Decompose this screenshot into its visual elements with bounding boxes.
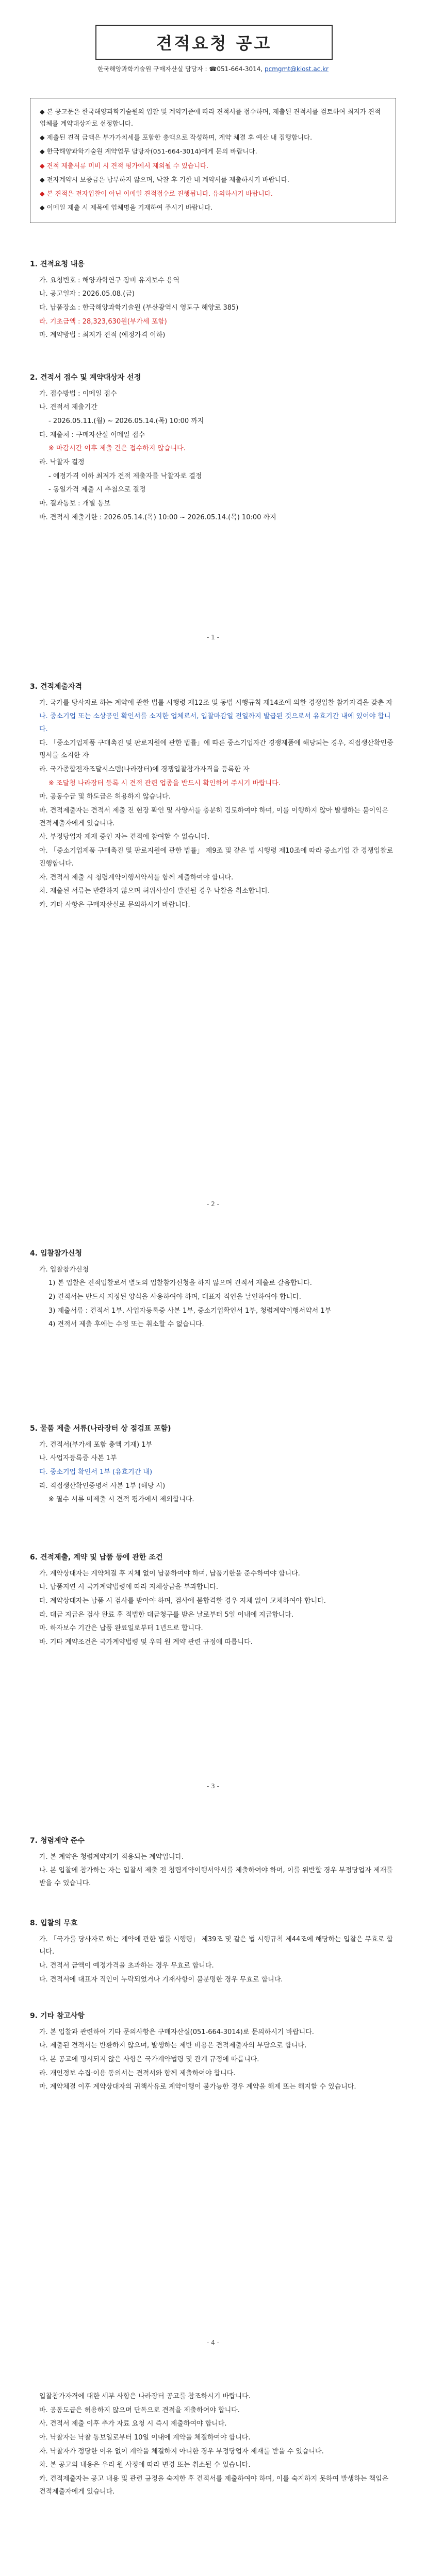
- section-line: 마. 계약체결 이후 계약상대자의 귀책사유로 계약이행이 불가능한 경우 계약을 해제 또는 해지할 수 있습니다.: [39, 2083, 356, 2091]
- section-line: 바. 기타 계약조건은 국가계약법령 및 우리 원 계약 관련 규정에 따릅니다.: [39, 1638, 253, 1647]
- page-number: - 3 -: [207, 1783, 219, 1790]
- section-line: 사. 부정당업자 제재 중인 자는 견적에 참여할 수 없습니다.: [39, 833, 210, 841]
- section-line: 아. 「중소기업제품 구매촉진 및 판로지원에 관한 법률」 제9조 및 같은 법 시행령 제10조에 따라 중소기업 간 경쟁입찰로 진행합니다.: [39, 847, 394, 868]
- section-line: 라. 개인정보 수집·이용 동의서는 견적서와 함께 제출하여야 합니다.: [39, 2069, 236, 2077]
- section-line: 라. 직접생산확인증명서 사본 1부 (해당 시): [39, 1482, 166, 1490]
- page-number: - 1 -: [207, 634, 219, 641]
- section-line-highlight: ※ 마감시간 이후 제출 건은 접수하지 않습니다.: [48, 445, 186, 453]
- section-line: 라. 국가종합전자조달시스템(나라장터)에 경쟁입찰참가자격을 등록한 자: [39, 766, 250, 774]
- notice-line: ◆ 제출된 견적 금액은 부가가치세를 포함한 총액으로 작성하며, 계약 체결 후 예산 내 집행합니다.: [40, 133, 313, 142]
- section-line: 입찰참가자격에 대한 세부 사항은 나라장터 공고를 참조하시기 바랍니다.: [39, 2393, 251, 2400]
- section-heading: 5. 물품 제출 서류(나라장터 상 점검표 포함): [30, 1425, 171, 1433]
- section-line: 아. 낙찰자는 낙찰 통보일로부터 10일 이내에 계약을 체결하여야 합니다.: [39, 2434, 251, 2442]
- notice-warning: ◆ 본 견적은 전자입찰이 아닌 이메일 견적접수로 진행됩니다. 유의하시기 바랍니다.: [40, 189, 273, 197]
- section-invalid: [30, 1917, 396, 1987]
- section-line: 자. 낙찰자가 정당한 이유 없이 계약을 체결하지 아니한 경우 부정당업자 제재를 받을 수 있습니다.: [39, 2447, 324, 2455]
- section-line: 가. 입찰참가신청: [39, 1265, 89, 1274]
- section-heading: 9. 기타 참고사항: [30, 2012, 85, 2020]
- section-line: 차. 본 공고의 내용은 우리 원 사정에 따라 변경 또는 취소될 수 있습니다.: [39, 2461, 251, 2469]
- section-line: 나. 제출된 견적서는 반환하지 않으며, 발생하는 제반 비용은 견적제출자의 부담으로 합니다.: [39, 2042, 307, 2050]
- section-notes: [30, 2009, 396, 2095]
- section-line: 가. 견적서(부가세 포함 총액 기재) 1부: [39, 1440, 153, 1449]
- author-contact: 한국해양과학기술원 구매자산실 담당자 : ☎051-664-3014,: [97, 65, 263, 73]
- section-line-highlight: 라. 기초금액 : 28,323,630원(부가세 포함): [39, 317, 167, 326]
- section-line: 가. 본 입찰과 관련하여 기타 문의사항은 구매자산실(051-664-3014)로 문의하시기 바랍니다.: [39, 2028, 314, 2036]
- section-line: 가. 「국가를 당사자로 하는 계약에 관한 법률 시행령」 제39조 및 같은 법 시행규칙 제44조에 해당하는 입찰은 무효로 합니다.: [39, 1935, 394, 1956]
- section-line: 바. 공동도급은 허용하지 않으며 단독으로 견적을 제출하여야 합니다.: [39, 2406, 240, 2414]
- notice-line: ◆ 이메일 제출 시 제목에 업체명을 기재하여 주시기 바랍니다.: [40, 203, 213, 211]
- section-line-highlight: 나. 중소기업 또는 소상공인 확인서를 소지한 업체로서, 입찰마감일 전일까지 발급된 것으로서 유효기간 내에 있어야 합니다.: [39, 713, 391, 733]
- section-line: 다. 「중소기업제품 구매촉진 및 판로지원에 관한 법률」에 따른 중소기업자간 경쟁제품에 해당되는 경우, 직접생산확인증명서를 소지한 자: [39, 739, 394, 760]
- section-line: 가. 계약상대자는 계약체결 후 지체 없이 납품하여야 하며, 납품기한을 준수하여야 합니다.: [39, 1569, 300, 1578]
- section-line: 마. 결과통보 : 개별 통보: [39, 500, 111, 508]
- section-line: 나. 견적서 금액이 예정가격을 초과하는 경우 무효로 합니다.: [39, 1961, 214, 1970]
- section-line: - 예정가격 이하 최저가 견적 제출자를 낙찰자로 결정: [48, 472, 202, 480]
- section-line: 다. 제출처 : 구매자산실 이메일 접수: [39, 431, 145, 439]
- section-heading: 8. 입찰의 무효: [30, 1919, 78, 1927]
- section-line: 가. 국가를 당사자로 하는 계약에 관한 법률 시행령 제12조 및 동법 시행규칙 제14조에 의한 경쟁입찰 참가자격을 갖춘 자: [39, 699, 393, 707]
- section-line: 라. 낙찰자 결정: [39, 459, 85, 467]
- section-integrity: [30, 1834, 396, 1891]
- section-line: 바. 견적제출자는 견적서 제출 전 현장 확인 및 사양서를 충분히 검토하여야 하며, 이를 이행하지 않아 발생하는 불이익은 견적제출자에게 있습니다.: [39, 807, 389, 827]
- section-line: 다. 본 공고에 명시되지 않은 사항은 국가계약법령 및 관계 규정에 따릅니다.: [39, 2055, 259, 2063]
- notice-line: ◆ 전자계약시 보증금은 납부하지 않으며, 낙찰 후 기한 내 계약서를 제출하시기 바랍니다.: [40, 175, 289, 183]
- section-line: 사. 견적서 제출 이후 추가 자료 요청 시 즉시 제출하여야 합니다.: [39, 2420, 227, 2428]
- page-number: - 2 -: [207, 1200, 219, 1208]
- section-line: 4) 견적서 제출 후에는 수정 또는 취소할 수 없습니다.: [48, 1320, 204, 1329]
- section-application: [30, 1247, 396, 1332]
- section-notes-continued: [30, 2391, 396, 2500]
- section-eligibility: [30, 680, 396, 913]
- section-request: [30, 258, 396, 343]
- section-line: 다. 견적서에 대표자 직인이 누락되었거나 기재사항이 불분명한 경우 무효로 합니다.: [39, 1975, 283, 1984]
- section-line: 카. 기타 사항은 구매자산실로 문의하시기 바랍니다.: [39, 901, 190, 909]
- section-line: ※ 필수 서류 미제출 시 견적 평가에서 제외합니다.: [48, 1496, 194, 1504]
- section-submission: [30, 371, 396, 525]
- section-line: 마. 공동수급 및 하도급은 허용하지 않습니다.: [39, 793, 171, 801]
- section-line: - 2026.05.11.(월) ~ 2026.05.14.(목) 10:00 까지: [48, 417, 204, 425]
- section-line: 나. 견적서 제출기간: [39, 403, 97, 412]
- section-line: 가. 요청번호 : 해양과학연구 장비 유지보수 용역: [39, 276, 179, 284]
- section-line: 라. 대금 지급은 검사 완료 후 적법한 대금청구를 받은 날로부터 5일 이내에 지급합니다.: [39, 1611, 294, 1619]
- section-line: 차. 제출된 서류는 반환하지 않으며 허위사실이 발견될 경우 낙찰을 취소합니다.: [39, 887, 270, 895]
- section-line: 바. 견적서 제출기한 : 2026.05.14.(목) 10:00 ~ 2026.05.14.(목) 10:00 까지: [39, 513, 276, 521]
- section-line: 다. 납품장소 : 한국해양과학기술원 (부산광역시 영도구 해양로 385): [39, 303, 239, 312]
- section-line: 마. 계약방법 : 최저가 견적 (예정가격 이하): [39, 331, 166, 340]
- section-heading: 6. 견적제출, 계약 및 납품 등에 관한 조건: [30, 1553, 163, 1562]
- section-line-highlight: 다. 중소기업 확인서 1부 (유효기간 내): [39, 1468, 153, 1476]
- section-line: 자. 견적서 제출 시 청렴계약이행서약서를 함께 제출하여야 합니다.: [39, 873, 234, 882]
- section-line: - 동일가격 제출 시 추첨으로 결정: [48, 486, 146, 494]
- section-line: 나. 사업자등록증 사본 1부: [39, 1454, 117, 1463]
- notice-line: ◆ 한국해양과학기술원 계약업무 담당자(051-664-3014)에게 문의 바랍니다.: [40, 147, 257, 156]
- title-box: [95, 25, 333, 60]
- notice-line-red: ◆ 견적 제출서류 미비 시 견적 평가에서 제외될 수 있습니다.: [40, 161, 209, 170]
- section-documents: [30, 1422, 396, 1507]
- section-line: 3) 제출서류 : 견적서 1부, 사업자등록증 사본 1부, 중소기업확인서 1부, 청렴계약이행서약서 1부: [48, 1307, 332, 1315]
- author-line: [0, 64, 426, 73]
- page-number: - 4 -: [207, 2339, 219, 2346]
- section-conditions: [30, 1551, 396, 1650]
- section-heading: 7. 청렴계약 준수: [30, 1837, 85, 1845]
- section-line: 다. 계약상대자는 납품 시 검사를 받아야 하며, 검사에 불합격한 경우 지체 없이 교체하여야 합니다.: [39, 1597, 326, 1605]
- author-email-link[interactable]: pcmgmt@kiost.ac.kr: [265, 65, 329, 73]
- section-line: 1) 본 입찰은 견적입찰로서 별도의 입찰참가신청을 하지 않으며 견적서 제출로 갈음합니다.: [48, 1279, 312, 1287]
- section-line: 카. 견적제출자는 공고 내용 및 관련 규정을 숙지한 후 견적서를 제출하여야 하며, 이를 숙지하지 못하여 발생하는 책임은 견적제출자에게 있습니다.: [39, 2475, 389, 2496]
- section-heading: 3. 견적제출자격: [30, 683, 83, 691]
- section-line: 나. 공고일자 : 2026.05.08.(금): [39, 290, 135, 298]
- section-line: 가. 본 계약은 청렴계약제가 적용되는 계약입니다.: [39, 1853, 184, 1861]
- section-line: 2) 견적서는 반드시 지정된 양식을 사용하여야 하며, 대표자 직인을 날인하여야 합니다.: [48, 1293, 301, 1301]
- section-line-highlight: ※ 조달청 나라장터 등록 시 견적 관련 업종을 반드시 확인하여 주시기 바랍니다.: [48, 779, 281, 787]
- section-line: 나. 본 입찰에 참가하는 자는 입찰서 제출 전 청렴계약이행서약서를 제출하여야 하며, 이를 위반할 경우 부정당업자 제재를 받을 수 있습니다.: [39, 1867, 393, 1887]
- section-heading: 1. 견적요청 내용: [30, 260, 85, 268]
- section-heading: 2. 견적서 접수 및 계약대상자 선정: [30, 374, 141, 382]
- notice-box: [30, 98, 396, 223]
- page-title: 견적요청 공고: [156, 33, 272, 53]
- section-line: 가. 접수방법 : 이메일 접수: [39, 389, 117, 398]
- section-heading: 4. 입찰참가신청: [30, 1249, 83, 1258]
- notice-line: ◆ 본 공고문은 한국해양과학기술원의 입찰 및 계약기준에 따라 견적서를 접수하며, 제출된 견적서를 검토하여 최저가 견적업체를 계약대상자로 선정합니다.: [40, 108, 381, 128]
- section-line: 나. 납품지연 시 국가계약법령에 따라 지체상금을 부과합니다.: [39, 1583, 219, 1591]
- section-line: 마. 하자보수 기간은 납품 완료일로부터 1년으로 합니다.: [39, 1624, 203, 1633]
